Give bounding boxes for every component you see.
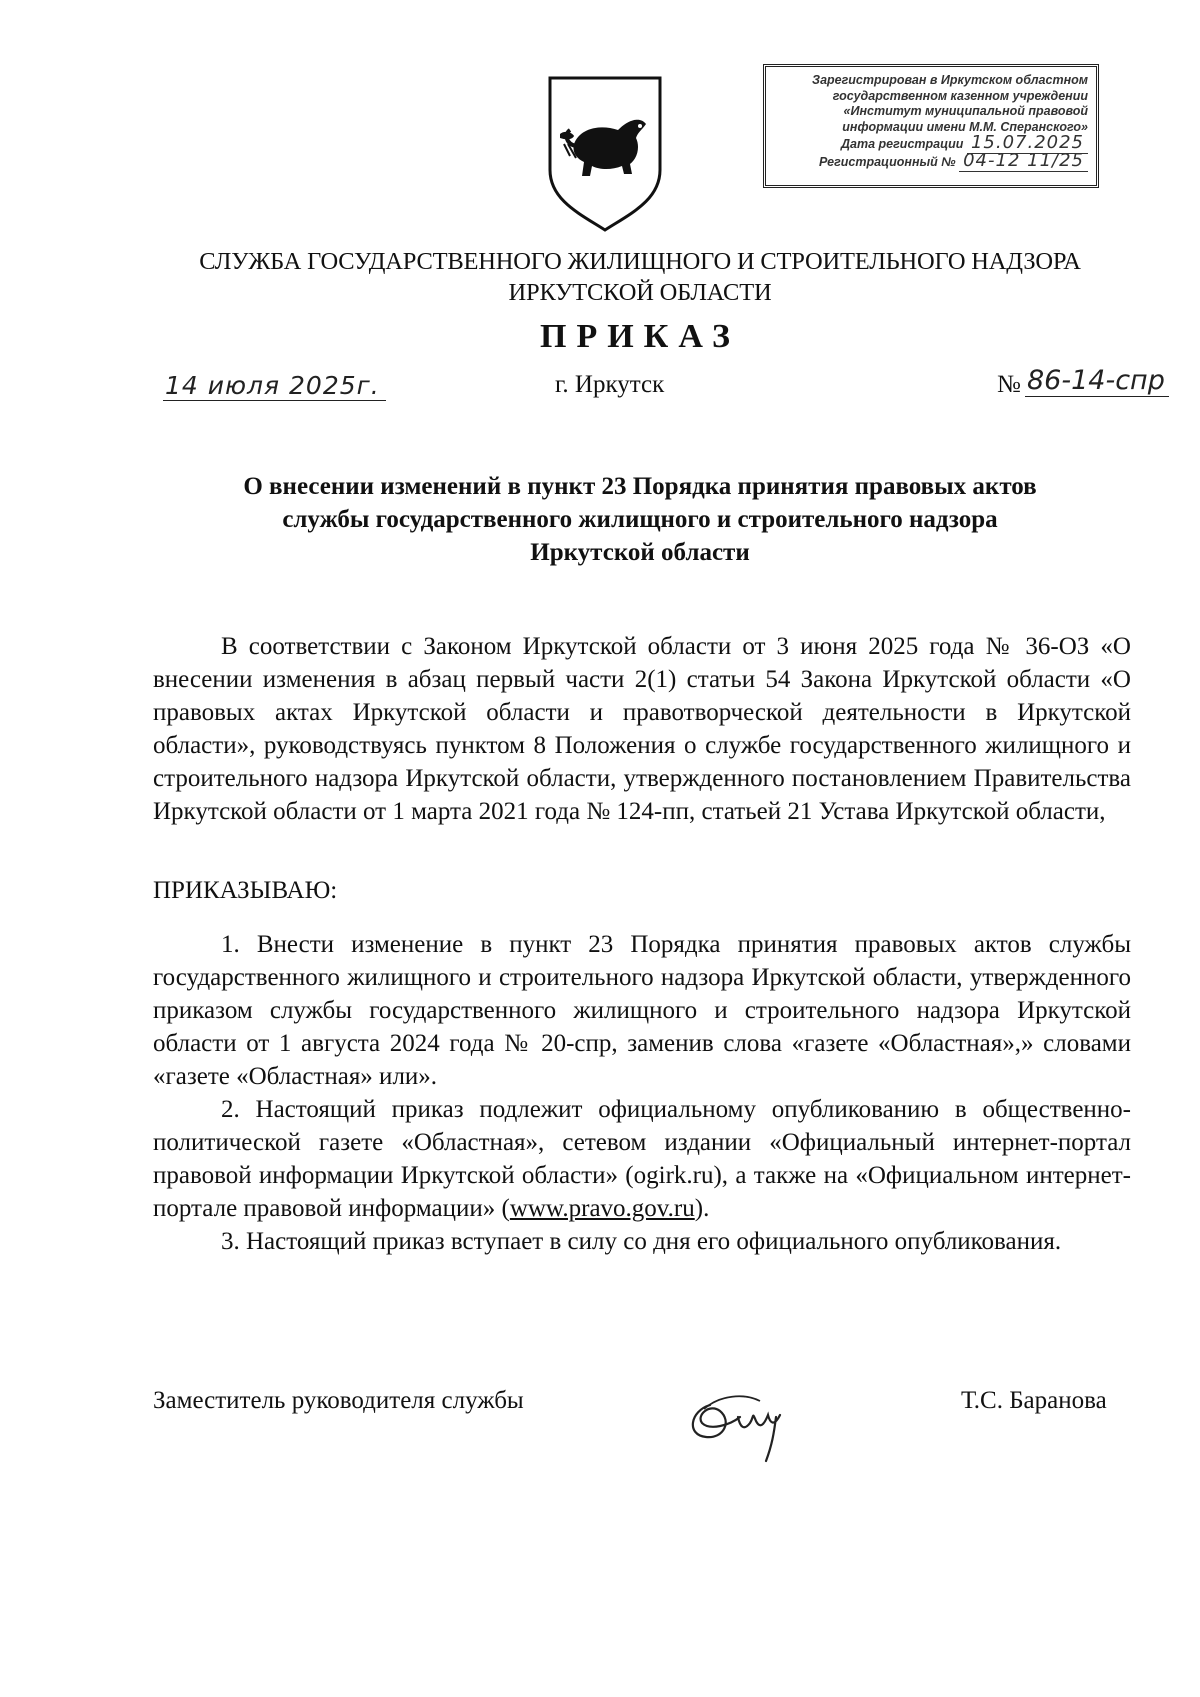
order-word xyxy=(153,874,1131,907)
document-type: ПРИКАЗ xyxy=(540,318,740,355)
order-item-3: 3. Настоящий приказ вступает в силу со дня его официального опубликования. xyxy=(221,1228,1062,1255)
stamp-date-value: 15.07.2025 xyxy=(967,132,1088,154)
order-item-2-end: ). xyxy=(694,1195,710,1222)
stamp-line: «Институт муниципальной правовой xyxy=(843,104,1088,118)
document-date: 14 июля 2025г. xyxy=(163,372,386,401)
order-items xyxy=(153,928,1131,1258)
stamp-reg-row xyxy=(776,149,1088,171)
number-sign: № xyxy=(997,371,1021,398)
org-line: ИРКУТСКОЙ ОБЛАСТИ xyxy=(508,279,772,306)
signatory-title: Заместитель руководителя службы xyxy=(153,1387,524,1414)
order-item-2 xyxy=(153,1093,1131,1225)
order-word-text: ПРИКАЗЫВАЮ: xyxy=(153,877,338,904)
registration-stamp xyxy=(763,64,1099,188)
handwritten-signature xyxy=(680,1365,810,1475)
title-line: О внесении изменений в пункт 23 Порядка принятия правовых актов xyxy=(243,473,1037,500)
organization-name xyxy=(120,246,1160,308)
preamble-text: В соответствии с Законом Иркутской области от 3 июня 2025 года № 36-ОЗ «О внесении изменения в абзац первый части 2(1) статьи 54 Закона Иркутской области «О правовых актах Иркутской области и правотворческой деятельности в Иркутской области», руководствуясь пунктом 8 Положения о службе государственного жилищного и строительного надзора Иркутской области, утвержденного постановлением Правительства Иркутской области от 1 марта 2021 года № 124-пп, статьей 21 Устава Иркутской области, xyxy=(153,633,1131,825)
stamp-reg-value: 04-12 11/25 xyxy=(959,150,1088,172)
stamp-line: государственном казенном учреждении xyxy=(832,88,1088,103)
order-item-2-text: 2. Настоящий приказ подлежит официальному опубликованию в общественно-политической газете «Областная», сетевом издании «Официальный интернет-портал правовой информации Иркутской области» (ogirk.ru), а также на «Официальном интернет-портале правовой информации» ( xyxy=(153,1096,1131,1222)
org-line: СЛУЖБА ГОСУДАРСТВЕННОГО ЖИЛИЩНОГО И СТРОИТЕЛЬНОГО НАДЗОРА xyxy=(199,248,1081,275)
preamble-paragraph xyxy=(153,630,1131,828)
stamp-date-label: Дата регистрации xyxy=(841,137,964,151)
document-number: 86-14-спр xyxy=(1025,366,1169,397)
coat-of-arms-emblem xyxy=(546,74,664,234)
stamp-reg-label: Регистрационный № xyxy=(818,154,956,169)
pravo-link[interactable]: www.pravo.gov.ru xyxy=(509,1195,695,1222)
title-line: службы государственного жилищного и строительного надзора xyxy=(282,506,998,533)
document-title xyxy=(150,470,1130,569)
order-item-1: 1. Внести изменение в пункт 23 Порядка принятия правовых актов службы государственного жилищного и строительного надзора Иркутской области, утвержденного приказом службы государственного жилищного и строительного надзора Иркутской области от 1 августа 2024 года № 20-спр, заменив слова «газете «Областная»,» словами «газете «Областная» или». xyxy=(153,931,1131,1090)
stamp-line: информации имени М.М. Сперанского» xyxy=(842,119,1088,134)
stamp-line: Зарегистрирован в Иркутском областном xyxy=(812,73,1088,87)
title-line: Иркутской области xyxy=(530,539,750,566)
document-city: г. Иркутск xyxy=(555,371,665,398)
signatory-name: Т.С. Баранова xyxy=(961,1387,1107,1414)
